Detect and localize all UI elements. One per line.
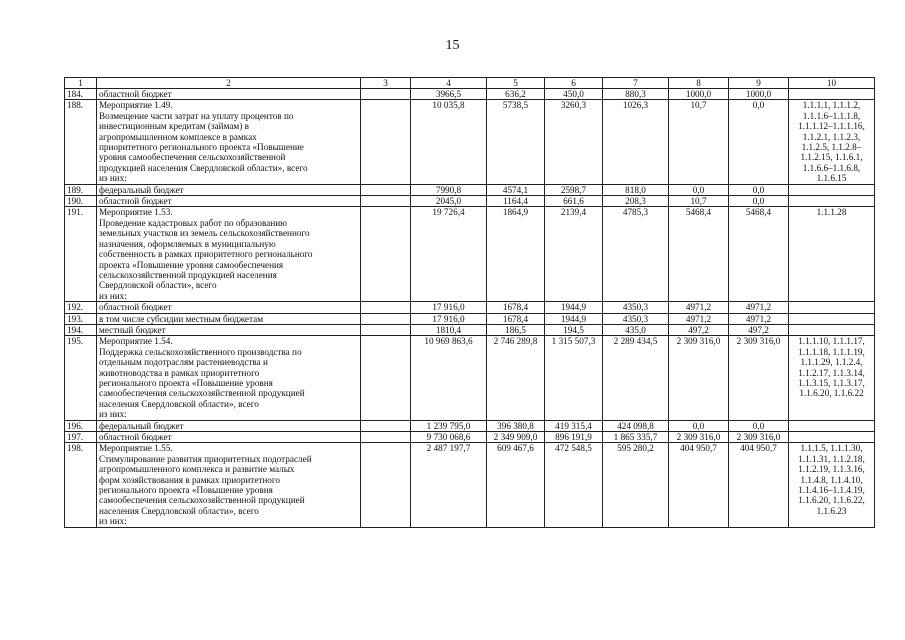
row-number-cell: 193. [65, 313, 97, 324]
description-cell: Мероприятие 1.55. Стимулирование развития приоритетных подотраслей агропромышленного комплекса и развитие малых форм хозяйствования в рамках приоритетного регионального проекта «Повышение уровня самообеспечения сельскохозяйственной продукцией населения Свердловской области», всего из них: [97, 443, 361, 527]
value-cell: 880,3 [603, 89, 669, 100]
table-row [65, 302, 875, 313]
target-codes-cell [789, 184, 875, 195]
target-codes-cell [789, 432, 875, 443]
col-header: 10 [789, 78, 875, 89]
total-cell: 17 916,0 [411, 302, 487, 313]
value-cell: 2 349 909,0 [487, 432, 545, 443]
total-cell: 19 726,4 [411, 207, 487, 302]
col-header: 3 [361, 78, 411, 89]
value-cell: 1026,3 [603, 100, 669, 184]
table-row [65, 89, 875, 100]
value-cell: 10,7 [669, 100, 729, 184]
target-codes-cell: 1.1.1.28 [789, 207, 875, 302]
description-cell: областной бюджет [97, 89, 361, 100]
description-cell: Мероприятие 1.54. Поддержка сельскохозяйственного производства по отдельным подотраслям растениеводства и животноводства в рамках приоритетного регионального проекта «Повышение уровня самообеспечения сельскохозяйственной продукцией населения Свердловской области», всего из них: [97, 336, 361, 420]
table-row [65, 100, 875, 184]
value-cell: 404 950,7 [669, 443, 729, 527]
value-cell: 4785,3 [603, 207, 669, 302]
value-cell: 1 315 507,3 [545, 336, 603, 420]
budget-table [64, 77, 875, 528]
description-cell: местный бюджет [97, 324, 361, 335]
value-cell [361, 207, 411, 302]
description-cell: федеральный бюджет [97, 420, 361, 431]
description-cell: Мероприятие 1.53. Проведение кадастровых работ по образованию земельных участков из земель сельскохозяйственного назначения, оформляемых в муниципальную собственность в рамках приоритетного регионального проекта «Повышение уровня самообеспечения сельскохозяйственной продукцией населения Свердловской области», всего из них: [97, 207, 361, 302]
row-number-cell: 189. [65, 184, 97, 195]
value-cell [361, 184, 411, 195]
col-header: 6 [545, 78, 603, 89]
target-codes-cell: 1.1.1.1, 1.1.1.2, 1.1.1.6–1.1.1.8, 1.1.1.12–1.1.1.16, 1.1.2.1, 1.1.2.3, 1.1.2.5, 1.1.2.8– 1.1.2.15, 1.1.6.1, 1.1.6.6–1.1.6.8, 1.1.6.15 [789, 100, 875, 184]
value-cell: 0,0 [729, 184, 789, 195]
row-number-cell: 192. [65, 302, 97, 313]
target-codes-cell [789, 313, 875, 324]
row-number-cell: 188. [65, 100, 97, 184]
row-number-cell: 190. [65, 196, 97, 207]
value-cell: 1678,4 [487, 313, 545, 324]
table-body [65, 89, 875, 528]
col-header: 8 [669, 78, 729, 89]
value-cell: 404 950,7 [729, 443, 789, 527]
value-cell: 1944,9 [545, 302, 603, 313]
value-cell: 4971,2 [669, 313, 729, 324]
total-cell: 10 035,8 [411, 100, 487, 184]
target-codes-cell [789, 196, 875, 207]
table-row [65, 207, 875, 302]
column-number-row [65, 78, 875, 89]
value-cell: 4350,3 [603, 313, 669, 324]
value-cell: 1864,9 [487, 207, 545, 302]
description-cell: федеральный бюджет [97, 184, 361, 195]
col-header: 4 [411, 78, 487, 89]
value-cell: 497,2 [729, 324, 789, 335]
total-cell: 2045,0 [411, 196, 487, 207]
description-cell: областной бюджет [97, 302, 361, 313]
value-cell: 1944,9 [545, 313, 603, 324]
total-cell: 2 487 197,7 [411, 443, 487, 527]
value-cell [361, 443, 411, 527]
value-cell [361, 420, 411, 431]
description-cell: в том числе субсидии местным бюджетам [97, 313, 361, 324]
value-cell: 497,2 [669, 324, 729, 335]
value-cell: 896 191,9 [545, 432, 603, 443]
value-cell [361, 302, 411, 313]
value-cell: 1678,4 [487, 302, 545, 313]
value-cell: 4350,3 [603, 302, 669, 313]
total-cell: 9 730 068,6 [411, 432, 487, 443]
value-cell: 818,0 [603, 184, 669, 195]
value-cell: 2 289 434,5 [603, 336, 669, 420]
value-cell: 0,0 [729, 420, 789, 431]
row-number-cell: 195. [65, 336, 97, 420]
total-cell: 1810,4 [411, 324, 487, 335]
value-cell: 0,0 [729, 100, 789, 184]
table-row [65, 443, 875, 527]
total-cell: 1 239 795,0 [411, 420, 487, 431]
value-cell: 5738,5 [487, 100, 545, 184]
total-cell: 7990,8 [411, 184, 487, 195]
col-header: 7 [603, 78, 669, 89]
table-row [65, 313, 875, 324]
table-row [65, 184, 875, 195]
table-row [65, 324, 875, 335]
row-number-cell: 197. [65, 432, 97, 443]
row-number-cell: 191. [65, 207, 97, 302]
description-cell: областной бюджет [97, 432, 361, 443]
value-cell: 4971,2 [729, 302, 789, 313]
col-header: 9 [729, 78, 789, 89]
value-cell: 2 746 289,8 [487, 336, 545, 420]
row-number-cell: 194. [65, 324, 97, 335]
table-row [65, 432, 875, 443]
total-cell: 3966,5 [411, 89, 487, 100]
value-cell: 4574,1 [487, 184, 545, 195]
value-cell: 2 309 316,0 [669, 336, 729, 420]
value-cell: 424 098,8 [603, 420, 669, 431]
value-cell: 5468,4 [729, 207, 789, 302]
value-cell: 419 315,4 [545, 420, 603, 431]
value-cell: 1 865 335,7 [603, 432, 669, 443]
value-cell: 194,5 [545, 324, 603, 335]
value-cell: 4971,2 [669, 302, 729, 313]
value-cell: 2 309 316,0 [729, 432, 789, 443]
row-number-cell: 196. [65, 420, 97, 431]
value-cell: 2139,4 [545, 207, 603, 302]
row-number-cell: 184. [65, 89, 97, 100]
value-cell [361, 100, 411, 184]
value-cell [361, 196, 411, 207]
value-cell: 0,0 [669, 184, 729, 195]
value-cell [361, 89, 411, 100]
page-number: 15 [445, 38, 460, 53]
value-cell: 186,5 [487, 324, 545, 335]
value-cell: 3260,3 [545, 100, 603, 184]
value-cell: 0,0 [669, 420, 729, 431]
value-cell: 1000,0 [669, 89, 729, 100]
value-cell [361, 336, 411, 420]
value-cell: 0,0 [729, 196, 789, 207]
value-cell: 4971,2 [729, 313, 789, 324]
description-cell: Мероприятие 1.49. Возмещение части затрат на уплату процентов по инвестиционным кредитам (займам) в агропромышленном комплексе в рамках приоритетного регионального проекта «Повышение уровня самообеспечения сельскохозяйственной продукцией населения Свердловской области», всего из них: [97, 100, 361, 184]
col-header: 2 [97, 78, 361, 89]
col-header: 5 [487, 78, 545, 89]
table-row [65, 196, 875, 207]
value-cell: 595 280,2 [603, 443, 669, 527]
value-cell: 472 548,5 [545, 443, 603, 527]
value-cell: 208,3 [603, 196, 669, 207]
total-cell: 10 969 863,6 [411, 336, 487, 420]
value-cell [361, 324, 411, 335]
target-codes-cell [789, 324, 875, 335]
value-cell: 396 380,8 [487, 420, 545, 431]
target-codes-cell: 1.1.1.10, 1.1.1.17, 1.1.1.18, 1.1.1.19, 1.1.1.29, 1.1.2.4, 1.1.2.17, 1.1.3.14, 1.1.3.15, 1.1.3.17, 1.1.6.20, 1.1.6.22 [789, 336, 875, 420]
value-cell: 2598,7 [545, 184, 603, 195]
value-cell [361, 432, 411, 443]
value-cell: 450,0 [545, 89, 603, 100]
value-cell [361, 313, 411, 324]
target-codes-cell [789, 302, 875, 313]
value-cell: 609 467,6 [487, 443, 545, 527]
value-cell: 2 309 316,0 [669, 432, 729, 443]
value-cell: 435,0 [603, 324, 669, 335]
row-number-cell: 198. [65, 443, 97, 527]
table-row [65, 336, 875, 420]
table-row [65, 420, 875, 431]
value-cell: 5468,4 [669, 207, 729, 302]
value-cell: 1000,0 [729, 89, 789, 100]
description-cell: областной бюджет [97, 196, 361, 207]
target-codes-cell [789, 89, 875, 100]
total-cell: 17 916,0 [411, 313, 487, 324]
target-codes-cell: 1.1.1.5, 1.1.1.30, 1.1.1.31, 1.1.2.18, 1.1.2.19, 1.1.3.16, 1.1.4.8, 1.1.4.10, 1.1.4.16–1.1.4.19, 1.1.6.20, 1.1.6.22, 1.1.6.23 [789, 443, 875, 527]
col-header: 1 [65, 78, 97, 89]
value-cell: 661,6 [545, 196, 603, 207]
value-cell: 2 309 316,0 [729, 336, 789, 420]
value-cell: 1164,4 [487, 196, 545, 207]
value-cell: 10,7 [669, 196, 729, 207]
target-codes-cell [789, 420, 875, 431]
value-cell: 636,2 [487, 89, 545, 100]
